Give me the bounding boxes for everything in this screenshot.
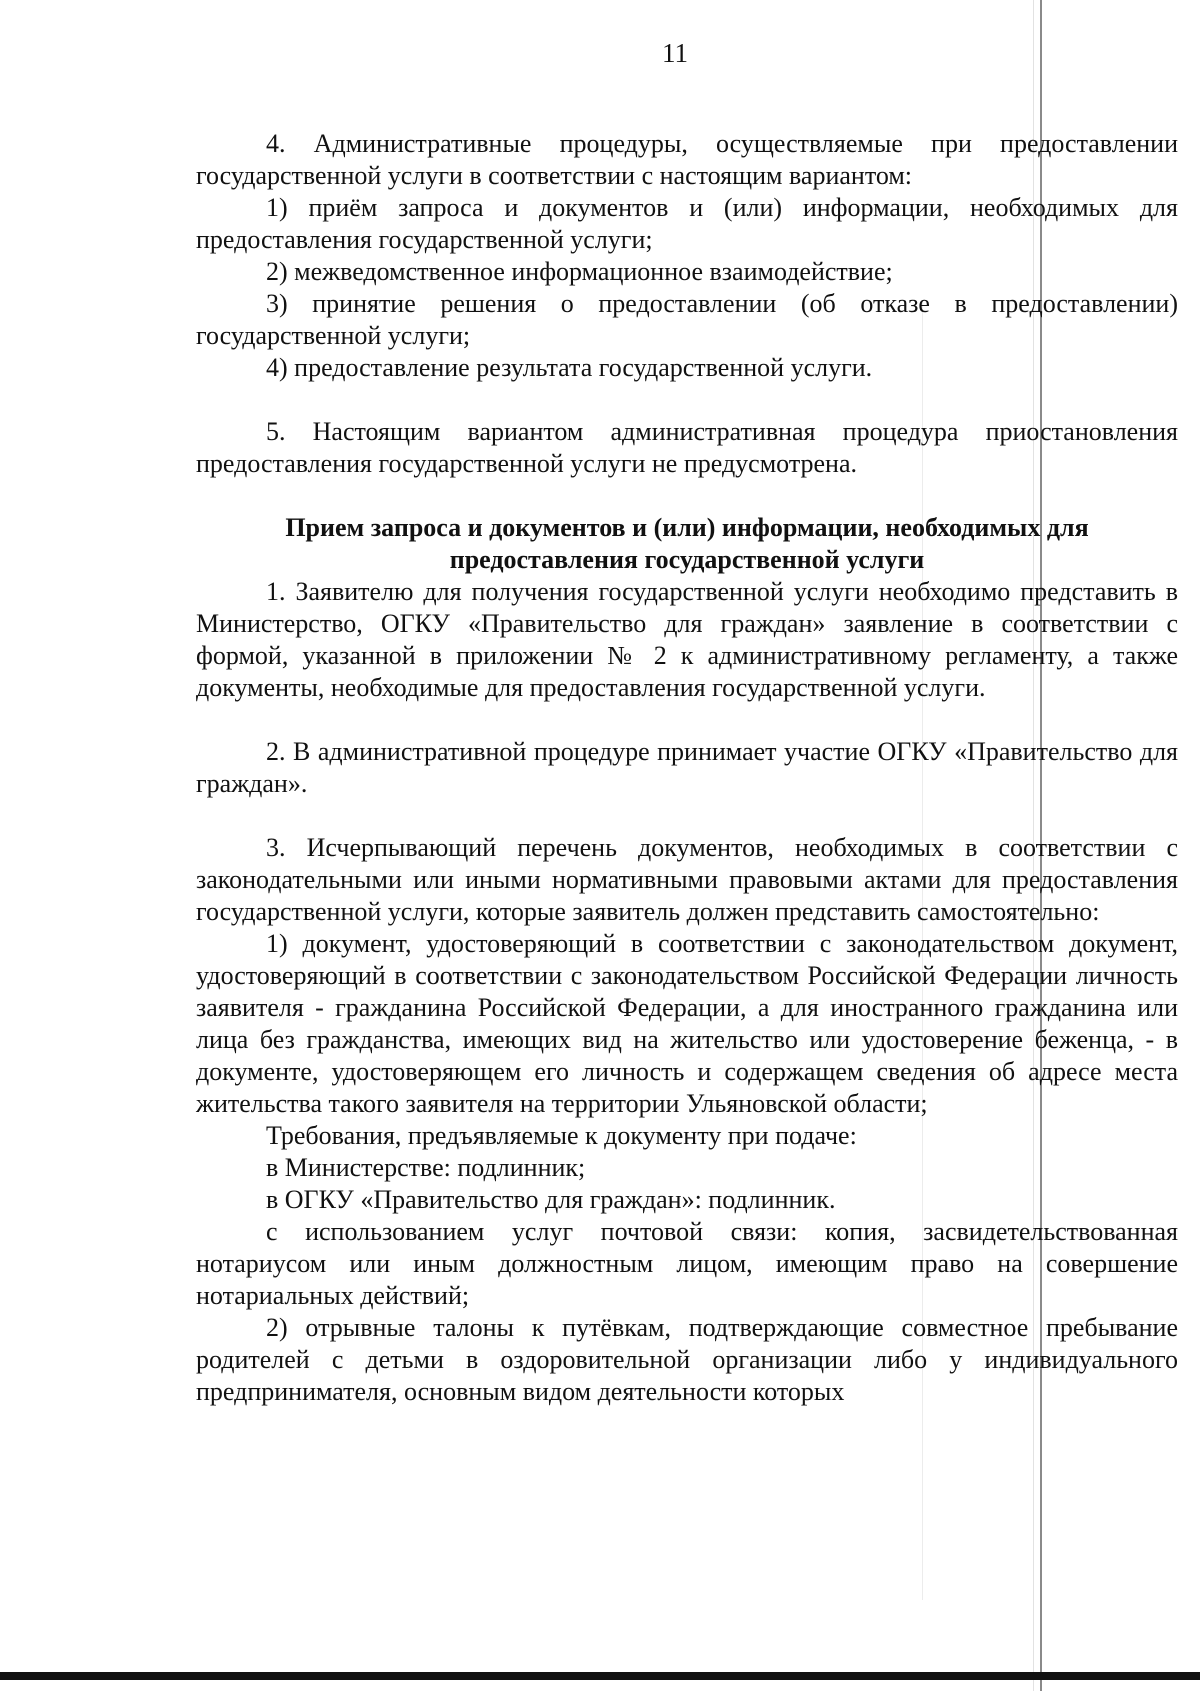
list-item: Требования, предъявляемые к документу при подаче: [266, 1121, 857, 1150]
list-item: 2) отрывные талоны к путёвкам, подтверждающие совместное пребывание родителей с детьми в оздоровительной организации либо у индивидуального предпринимателя, основным видом деятельности которых [196, 1313, 1178, 1406]
paragraph: 4. Административные процедуры, осуществляемые при предоставлении государственной услуги в соответствии с настоящим вариантом: [196, 129, 1178, 190]
list-item: 3) принятие решения о предоставлении (об отказе в предоставлении) государственной услуги; [196, 289, 1178, 350]
document-body [196, 128, 1178, 1408]
list-item: 1) приём запроса и документов и (или) информации, необходимых для предоставления государственной услуги; [196, 193, 1178, 254]
list-item: 2) межведомственное информационное взаимодействие; [266, 257, 893, 286]
section-heading: Прием запроса и документов и (или) информации, необходимых для предоставления государственной услуги [285, 513, 1089, 574]
scan-bottom-edge [0, 1672, 1200, 1680]
list-item: 1) документ, удостоверяющий в соответствии с законодательством документ, удостоверяющий в соответствии с законодательством Российской Федерации личность заявителя - гражданина Российской Федерации, а для иностранного гражданина или лица без гражданства, имеющих вид на жительство или удостоверение беженца, - в документе, удостоверяющем его личность и содержащем сведения об адресе места жительства такого заявителя на территории Ульяновской области; [196, 929, 1178, 1118]
paragraph: 1. Заявителю для получения государственной услуги необходимо представить в Министерство, ОГКУ «Правительство для граждан» заявление в соответствии с формой, указанной в приложении № 2 к административному регламенту, а также документы, необходимые для предоставления государственной услуги. [196, 577, 1178, 702]
list-item: в ОГКУ «Правительство для граждан»: подлинник. [266, 1185, 836, 1214]
paragraph: 3. Исчерпывающий перечень документов, необходимых в соответствии с законодательными или иными нормативными правовыми актами для предоставления государственной услуги, которые заявитель должен представить самостоятельно: [196, 833, 1178, 926]
list-item: с использованием услуг почтовой связи: копия, засвидетельствованная нотариусом или иным должностным лицом, имеющим право на совершение нотариальных действий; [196, 1217, 1178, 1310]
paragraph: 5. Настоящим вариантом административная процедура приостановления предоставления государственной услуги не предусмотрена. [196, 417, 1178, 478]
list-item: в Министерстве: подлинник; [266, 1153, 586, 1182]
list-item: 4) предоставление результата государственной услуги. [266, 353, 873, 382]
paragraph: 2. В административной процедуре принимает участие ОГКУ «Правительство для граждан». [196, 737, 1178, 798]
page-number: 11 [662, 38, 688, 68]
